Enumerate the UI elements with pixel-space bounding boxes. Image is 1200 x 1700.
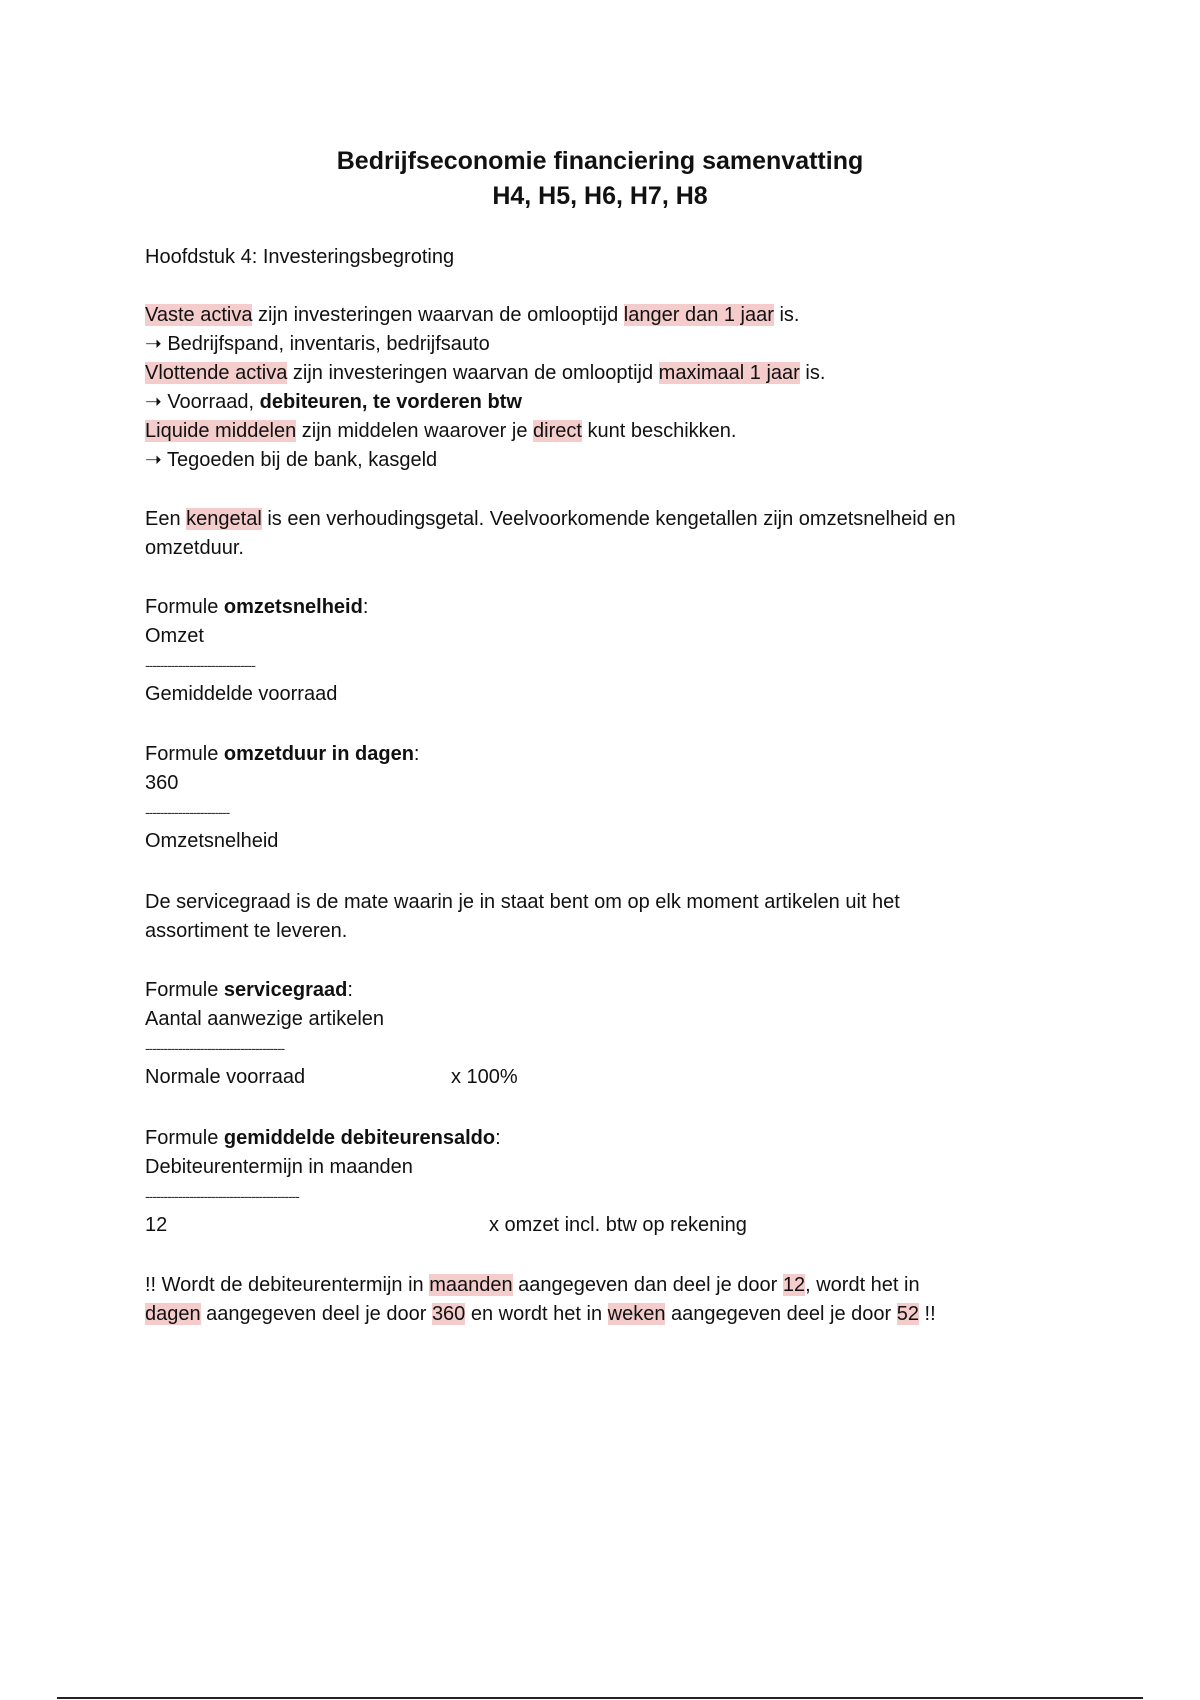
formula-omzetsnelheid-label <box>145 593 368 621</box>
formula-name: omzetduur in dagen <box>223 743 414 765</box>
text-span: zijn investeringen waarvan de omlooptijd <box>252 304 624 326</box>
vaste-activa-example: ➝ Bedrijfspand, inventaris, bedrijfsauto <box>145 333 490 355</box>
text-span: aangegeven deel je door <box>200 1303 432 1325</box>
formula-fraction-line: ----------------------- <box>145 804 230 820</box>
highlight-span: langer dan 1 jaar <box>623 304 774 326</box>
text-span: Formule <box>145 979 224 1001</box>
formula-name: omzetsnelheid <box>223 596 363 618</box>
text-span: zijn middelen waarover je <box>296 420 534 442</box>
text-span: zijn investeringen waarvan de omlooptijd <box>287 362 659 384</box>
text-span: is. <box>799 362 826 384</box>
highlight-span: direct <box>533 420 582 442</box>
formula-denominator: Gemiddelde voorraad <box>145 683 338 705</box>
text-span: aangegeven deel je door <box>665 1303 897 1325</box>
text-span: !! <box>919 1303 936 1325</box>
kengetal-paragraph-line2: omzetduur. <box>145 537 244 559</box>
text-span: , wordt het in <box>805 1274 920 1296</box>
highlight-span: maximaal 1 jaar <box>658 362 800 384</box>
text-span: Formule <box>145 1127 224 1149</box>
note-line2 <box>145 1300 936 1328</box>
text-span: Formule <box>145 743 224 765</box>
text-span: en wordt het in <box>465 1303 608 1325</box>
text-span: !! Wordt de debiteurentermijn in <box>145 1274 430 1296</box>
formula-fraction-line: ------------------------------ <box>145 657 255 673</box>
vaste-activa-definition <box>145 301 799 329</box>
servicegraad-paragraph-line2: assortiment te leveren. <box>145 920 348 942</box>
formula-servicegraad-label <box>145 976 353 1004</box>
text-span: kunt beschikken. <box>581 420 737 442</box>
vlottende-activa-definition <box>145 359 825 387</box>
vlottende-activa-term: Vlottende activa <box>145 362 288 384</box>
highlight-span: dagen <box>145 1303 201 1325</box>
vlottende-activa-example <box>145 388 522 416</box>
kengetal-term: kengetal <box>186 508 262 530</box>
liquide-middelen-term: Liquide middelen <box>145 420 297 442</box>
highlight-span: 360 <box>431 1303 466 1325</box>
formula-debiteurensaldo-label <box>145 1124 501 1152</box>
formula-name: gemiddelde debiteurensaldo <box>223 1127 496 1149</box>
text-span: aangegeven dan deel je door <box>512 1274 783 1296</box>
text-span: : <box>495 1127 501 1149</box>
formula-numerator: 360 <box>145 772 179 794</box>
formula-omzetduur-label <box>145 740 419 768</box>
formula-numerator: Omzet <box>145 625 204 647</box>
highlight-span: maanden <box>429 1274 513 1296</box>
formula-multiplier: x 100% <box>451 1066 518 1088</box>
formula-numerator: Aantal aanwezige artikelen <box>145 1008 385 1030</box>
vaste-activa-term: Vaste activa <box>145 304 253 326</box>
highlight-span: 12 <box>782 1274 806 1296</box>
text-span: : <box>347 979 353 1001</box>
text-span: : <box>413 743 420 765</box>
formula-multiplier: x omzet incl. btw op rekening <box>489 1214 747 1236</box>
highlight-span: weken <box>607 1303 666 1325</box>
highlight-span: 52 <box>896 1303 919 1325</box>
document-subtitle: H4, H5, H6, H7, H8 <box>492 182 708 210</box>
servicegraad-paragraph-line1: De servicegraad is de mate waarin je in staat bent om op elk moment artikelen uit het <box>145 891 900 913</box>
formula-fraction-line: -------------------------------------- <box>145 1040 285 1056</box>
formula-denominator: Normale voorraad <box>145 1066 306 1088</box>
kengetal-paragraph-line1 <box>145 505 956 533</box>
text-span: is. <box>773 304 800 326</box>
formula-name: servicegraad <box>223 979 348 1001</box>
chapter-heading: Hoofdstuk 4: Investeringsbegroting <box>145 246 455 268</box>
formula-denominator: Omzetsnelheid <box>145 830 279 852</box>
formula-denominator: 12 <box>145 1214 168 1236</box>
text-span: ➝ Voorraad, <box>145 391 260 413</box>
text-span: : <box>362 596 369 618</box>
liquide-middelen-example: ➝ Tegoeden bij de bank, kasgeld <box>145 449 438 471</box>
text-span: Formule <box>145 596 224 618</box>
document-title: Bedrijfseconomie financiering samenvatting <box>336 147 864 175</box>
text-span: Een <box>145 508 187 530</box>
liquide-middelen-definition <box>145 417 736 445</box>
text-span: is een verhoudingsgetal. Veelvoorkomende kengetallen zijn omzetsnelheid en <box>261 508 956 530</box>
bold-span: debiteuren, te vorderen btw <box>259 391 522 413</box>
formula-fraction-line: ------------------------------------------ <box>145 1188 299 1204</box>
page-bottom-rule <box>57 1697 1143 1699</box>
note-line1 <box>145 1271 920 1299</box>
formula-numerator: Debiteurentermijn in maanden <box>145 1156 413 1178</box>
